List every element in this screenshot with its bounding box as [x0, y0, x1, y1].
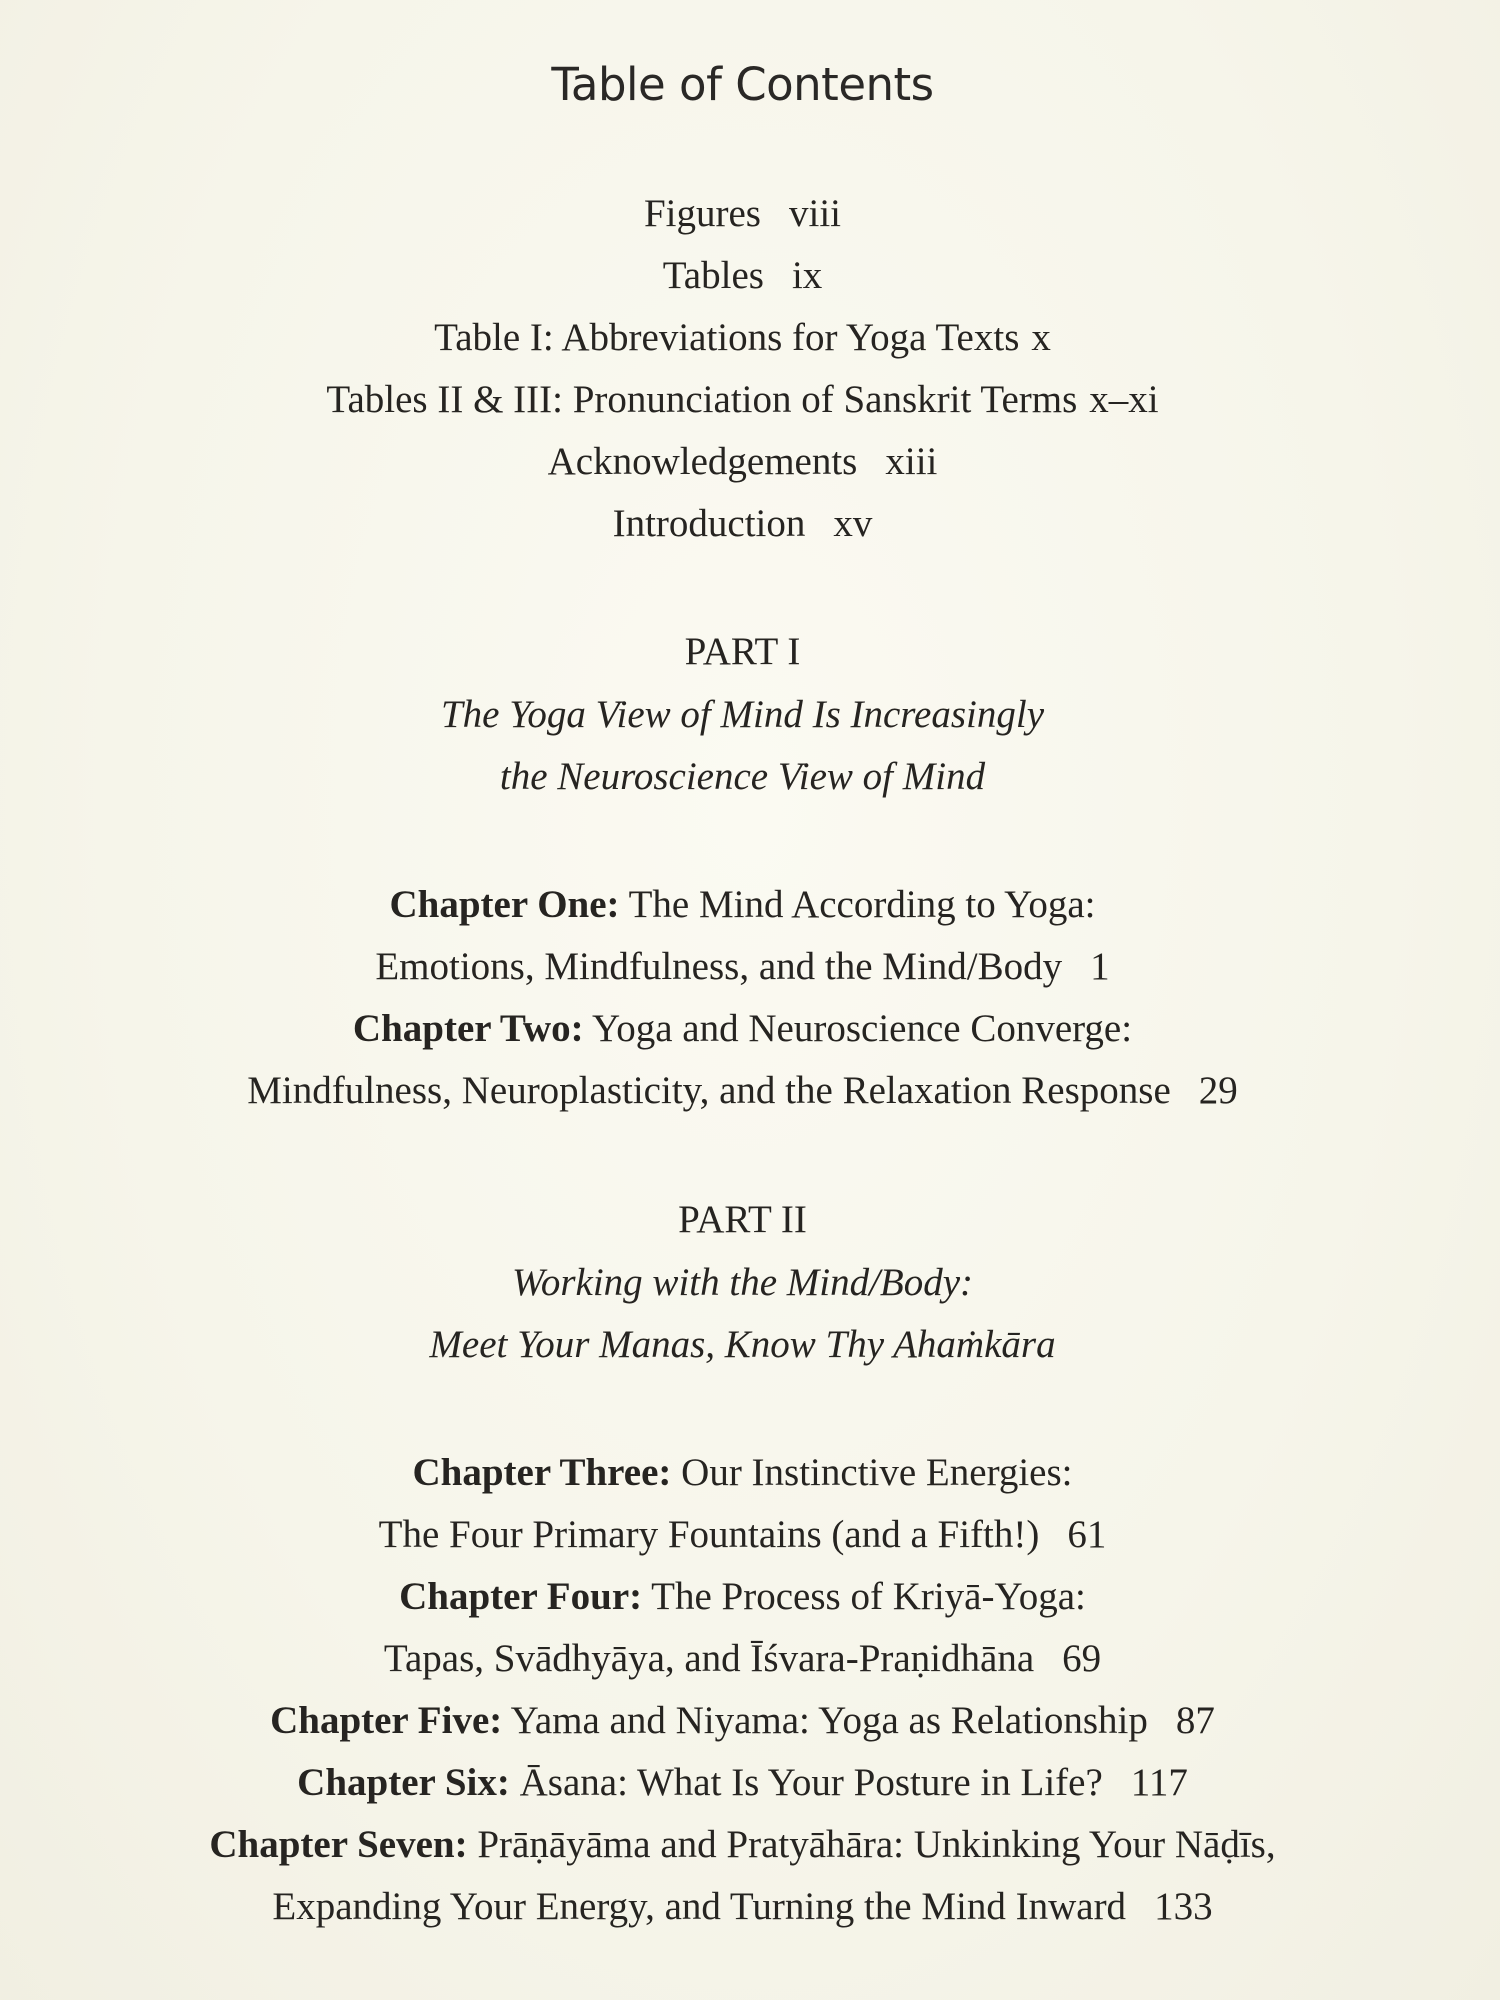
chapter-subtitle: Expanding Your Energy, and Turning the Mind Inward — [272, 1885, 1127, 1928]
entry-label: Tables II & III: Pronunciation of Sanskrit Terms — [326, 378, 1078, 421]
chapter-title: Prāṇāyāma and Pratyāhāra: Unkinking Your Nāḍīs, — [477, 1823, 1276, 1866]
chapter-page: 29 — [1198, 1069, 1238, 1112]
toc-entry-tables-ii-iii — [0, 376, 1485, 424]
entry-page: xiii — [885, 440, 938, 483]
part-subtitle — [0, 691, 1485, 739]
part-subtitle-line: the Neuroscience View of Mind — [499, 755, 986, 798]
chapter-entry-continued — [0, 1511, 1485, 1559]
chapter-entry — [0, 1821, 1485, 1869]
entry-label: Tables — [662, 254, 764, 297]
entry-page: viii — [788, 192, 841, 235]
part-subtitle — [0, 753, 1485, 801]
part-subtitle-line: Meet Your Manas, Know Thy Ahaṁkāra — [429, 1323, 1056, 1366]
entry-label: Acknowledgements — [547, 440, 858, 483]
chapter-entry-continued — [0, 943, 1485, 991]
chapter-page: 133 — [1154, 1885, 1213, 1928]
chapter-subtitle: The Four Primary Fountains (and a Fifth!) — [378, 1513, 1040, 1556]
chapter-entry-continued — [0, 1067, 1485, 1115]
part-subtitle-line: The Yoga View of Mind Is Increasingly — [440, 693, 1044, 736]
toc-entry-acknowledgements — [0, 438, 1485, 486]
chapter-page: 61 — [1067, 1513, 1107, 1556]
chapter-subtitle: Tapas, Svādhyāya, and Īśvara-Praṇidhāna — [383, 1637, 1035, 1680]
part-subtitle — [0, 1259, 1485, 1307]
chapter-entry — [0, 1005, 1485, 1053]
chapter-prefix: Chapter Seven: — [209, 1823, 468, 1866]
chapter-entry-continued — [0, 1635, 1485, 1683]
chapter-entry — [0, 1697, 1485, 1745]
chapter-title: Yama and Niyama: Yoga as Relationship — [510, 1699, 1148, 1742]
toc-entry-figures — [0, 190, 1485, 238]
entry-page: ix — [791, 254, 823, 297]
part-heading: PART I — [684, 630, 801, 673]
chapter-page: 87 — [1175, 1699, 1215, 1742]
chapter-prefix: Chapter Five: — [270, 1699, 503, 1742]
chapter-title: Our Instinctive Energies: — [681, 1451, 1073, 1494]
chapter-subtitle: Mindfulness, Neuroplasticity, and the Relaxation Response — [247, 1069, 1171, 1112]
chapter-prefix: Chapter Three: — [412, 1451, 672, 1494]
chapter-entry — [0, 1759, 1485, 1807]
chapter-entry-continued — [0, 1883, 1485, 1931]
entry-label: Introduction — [612, 502, 806, 545]
chapter-entry — [0, 1573, 1485, 1621]
chapter-entry — [0, 1449, 1485, 1497]
chapter-page: 117 — [1130, 1761, 1188, 1804]
entry-page: x–xi — [1089, 378, 1159, 421]
chapter-prefix: Chapter Two: — [352, 1007, 584, 1050]
chapter-prefix: Chapter One: — [389, 883, 620, 926]
chapter-prefix: Chapter Four: — [399, 1575, 643, 1618]
chapter-title: The Process of Kriyā-Yoga: — [651, 1575, 1086, 1618]
chapter-entry — [0, 881, 1485, 929]
part-subtitle-line: Working with the Mind/Body: — [511, 1261, 974, 1304]
toc-entry-tables — [0, 252, 1485, 300]
entry-label: Table I: Abbreviations for Yoga Texts — [434, 316, 1020, 359]
chapter-subtitle: Emotions, Mindfulness, and the Mind/Body — [375, 945, 1063, 988]
chapter-title: The Mind According to Yoga: — [628, 883, 1096, 926]
chapter-page: 1 — [1090, 945, 1110, 988]
entry-page: x — [1031, 316, 1051, 359]
entry-label: Figures — [643, 192, 761, 235]
entry-page: xv — [833, 502, 873, 545]
chapter-title: Yoga and Neuroscience Converge: — [591, 1007, 1133, 1050]
page-title: Table of Contents — [551, 58, 934, 111]
toc-entry-table-i — [0, 314, 1485, 362]
chapter-prefix: Chapter Six: — [297, 1761, 510, 1804]
chapter-title: Āsana: What Is Your Posture in Life? — [519, 1761, 1103, 1804]
part-heading: PART II — [678, 1198, 807, 1241]
part-subtitle — [0, 1321, 1485, 1369]
toc-entry-introduction — [0, 500, 1485, 548]
chapter-page: 69 — [1062, 1637, 1102, 1680]
